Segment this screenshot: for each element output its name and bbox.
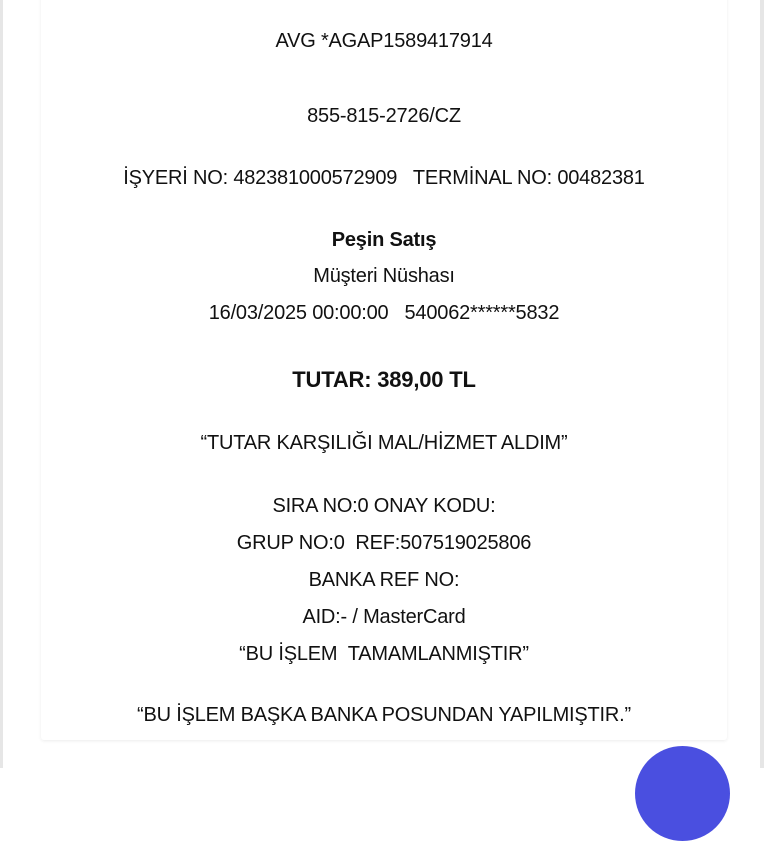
floating-action-button[interactable] <box>635 746 730 841</box>
merchant-terminal-ids: İŞYERİ NO: 482381000572909 TERMİNAL NO: 00482381 <box>123 167 645 189</box>
completed-notice: “BU İŞLEM TAMAMLANMIŞTIR” <box>239 643 529 665</box>
receipt-card <box>41 0 727 740</box>
bank-ref: BANKA REF NO: <box>308 569 460 591</box>
amount: TUTAR: 389,00 TL <box>292 367 476 392</box>
other-bank-notice: “BU İŞLEM BAŞKA BANKA POSUNDAN YAPILMIŞTIR.” <box>137 704 631 726</box>
acknowledgement: “TUTAR KARŞILIĞI MAL/HİZMET ALDIM” <box>200 432 568 454</box>
aid-card-brand: AID:- / MasterCard <box>302 606 466 628</box>
group-ref: GRUP NO:0 REF:507519025806 <box>236 532 532 554</box>
sequence-approval: SIRA NO:0 ONAY KODU: <box>272 495 496 517</box>
datetime-card-number: 16/03/2025 00:00:00 540062******5832 <box>208 302 560 324</box>
transaction-type: Peşin Satış <box>331 229 437 251</box>
merchant-phone: 855-815-2726/CZ <box>307 105 461 127</box>
copy-label: Müşteri Nüshası <box>313 265 455 287</box>
merchant-name: AVG *AGAP1589417914 <box>275 30 493 52</box>
